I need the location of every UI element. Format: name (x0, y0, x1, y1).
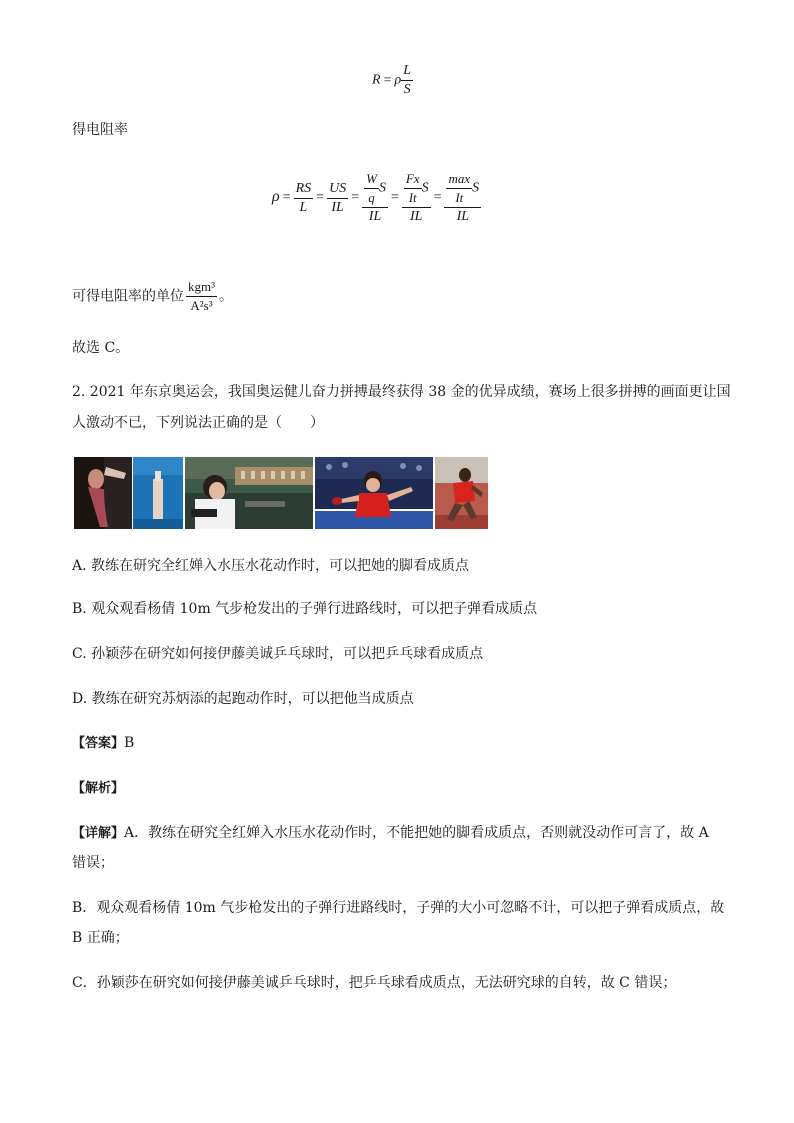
detail-label: 【详解】 (72, 826, 125, 841)
fraction-fx-it-s-over-il: $\frac{Fx}{It}$ S IL (402, 170, 431, 226)
answer-value: B (124, 735, 135, 751)
detail-b-line-1: B．观众观看杨倩 10m 气步枪发出的子弹行进路线时，子弹的大小可忽略不计，可以把子弹看成质点，故 (72, 900, 725, 916)
diving-photo-1 (74, 457, 132, 529)
fraction-l-over-s: $\frac{L}{S}$ (403, 63, 411, 97)
table-tennis-photo (315, 457, 433, 529)
formula-resistivity-chain: ρ = $\frac{RS}{L}$ = $\frac{US}{IL}$ = $\frac{W}{q}$ S IL = $\frac{Fx}{It}$ S IL = $\frac{\max}{It}$ S IL (272, 171, 480, 224)
sprint-photo (435, 457, 488, 529)
answer-label: 【答案】 (72, 736, 125, 751)
detail-b-line-2: B 正确； (72, 930, 129, 946)
olympic-photo-strip (74, 457, 488, 529)
question-2-line-1: 2. 2021 年东京奥运会，我国奥运健儿奋力拼搏最终获得 38 金的优异成绩，赛场上很多拼搏的画面更让国 (72, 384, 731, 400)
formula-rho: ρ (394, 72, 402, 88)
formula-r: R (372, 72, 381, 88)
diving-photo-2 (133, 457, 183, 529)
choose-c-text: 故选 C。 (72, 340, 130, 356)
option-b: B. 观众观看杨倩 10m 气步枪发出的子弹行进路线时，可以把子弹看成质点 (72, 601, 538, 617)
option-a: A. 教练在研究全红婵入水压水花动作时，可以把她的脚看成质点 (72, 558, 470, 574)
detail-a-line-2: 错误； (72, 855, 114, 871)
unit-line: 可得电阻率的单位 $\frac{\text{kgm³}}{\text{A²s³}}$ 。 (72, 279, 234, 313)
fraction-us-over-il: $\frac{US}{IL}$ (329, 180, 347, 215)
fraction-w-q-s-over-il: $\frac{W}{q}$ S IL (362, 170, 388, 226)
detail-a-line-1: 【详解】A．教练在研究全红婵入水压水花动作时，不能把她的脚看成质点，否则就没动作可言了，故 A (72, 825, 709, 841)
question-2-line-2: 人激动不已，下列说法正确的是（ ） (72, 415, 324, 431)
fraction-max-it-s-over-il: $\frac{\max}{It}$ S IL (444, 170, 481, 226)
detail-c-line-1: C．孙颖莎在研究如何接伊藤美诚乒乓球时，把乒乓球看成质点，无法研究球的自转，故 C 错误； (72, 975, 677, 991)
analysis-label: 【解析】 (72, 781, 125, 796)
unit-fraction: $\frac{\text{kgm³}}{\text{A²s³}}$ (188, 279, 216, 313)
option-d: D. 教练在研究苏炳添的起跑动作时，可以把他当成质点 (72, 691, 414, 707)
text-resistivity: 得电阻率 (72, 122, 128, 138)
fraction-rs-over-l: $\frac{RS}{L}$ (295, 180, 312, 215)
formula-resistance: R = ρ $\frac{L}{S}$ (372, 63, 411, 97)
option-c: C. 孙颖莎在研究如何接伊藤美诚乒乓球时，可以把乒乓球看成质点 (72, 646, 484, 662)
shooting-photo (185, 457, 313, 529)
answer-line (72, 733, 134, 754)
